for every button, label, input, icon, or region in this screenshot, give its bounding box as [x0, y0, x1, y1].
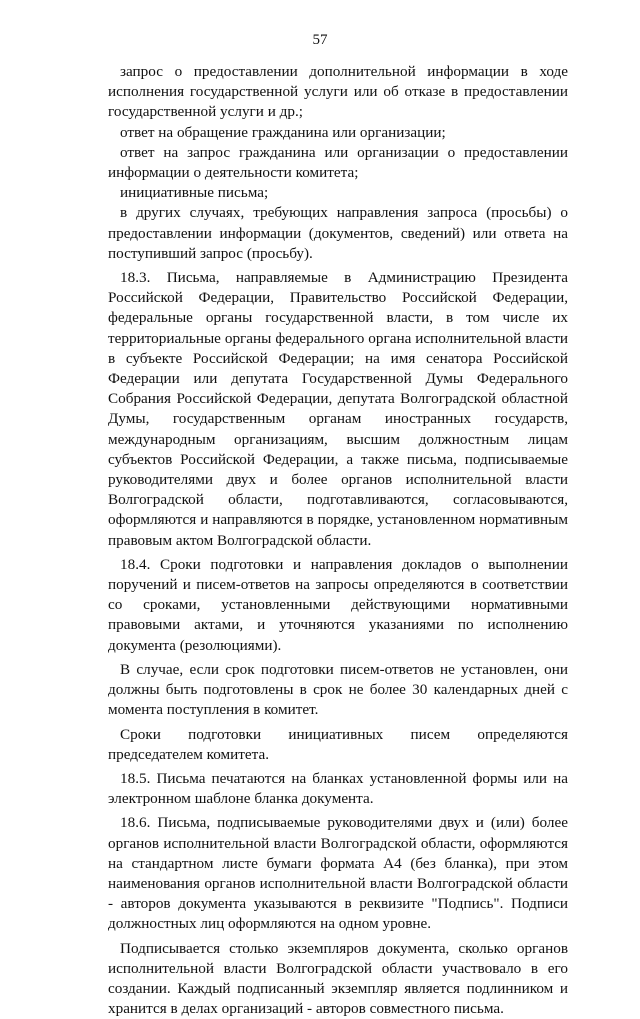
- paragraph-18-3: 18.3. Письма, направляемые в Администрацию Президента Российской Федерации, Правительство Российской Федерации, федеральные органы государственной власти, в том числе их территориальные органы федерального органа исполнительной власти в субъекте Российской Федерации; на имя сенатора Российской Федерации или депутата Государственной Думы Федерального Собрания Российской Федерации, депутата Волгоградской областной Думы, государственным органам иностранных государств, международным организациям, высшим должностным лицам субъектов Российской Федерации, а также письма, подписываемые руководителями двух и более органов исполнительной власти Волгоградской области, подготавливаются, согласовываются, оформляются и направляются в порядке, установленном нормативным правовым актом Волгоградской области.: [108, 269, 568, 549]
- paragraph-initiative-deadlines: Сроки подготовки инициативных писем определяются председателем комитета.: [108, 725, 568, 763]
- paragraph-18-5: 18.5. Письма печатаются на бланках установленной формы или на электронном шаблоне бланка документа.: [108, 769, 568, 808]
- page-number: 57: [312, 32, 328, 48]
- paragraph-reply-to-request: ответ на запрос гражданина или организации о предоставлении информации о деятельности комитета;: [108, 143, 568, 182]
- paragraph-deadline-not-set: В случае, если срок подготовки писем-ответов не установлен, они должны быть подготовлены в срок не более 30 календарных дней с момента поступления в комитет.: [108, 660, 568, 719]
- paragraph-signed-copies: Подписывается столько экземпляров документа, сколько органов исполнительной власти Волгоградской области участвовало в его создании. Каждый подписанный экземпляр является подлинником и хранится в делах организаций - авторов совместного письма.: [108, 939, 568, 1018]
- paragraph-reply-to-citizen: ответ на обращение гражданина или организации;: [120, 123, 446, 141]
- paragraph-18-6: 18.6. Письма, подписываемые руководителями двух и (или) более органов исполнительной власти Волгоградской области, оформляются на стандартном листе бумаги формата А4 (без бланка), при этом наименования органов исполнительной власти Волгоградской области - авторов документа указываются в реквизите "Подпись". Подписи должностных лиц оформляются на одном уровне.: [108, 814, 568, 933]
- document-body: [108, 62, 568, 1019]
- paragraph-18-4: 18.4. Сроки подготовки и направления докладов о выполнении поручений и писем-ответов на запросы определяются в соответствии со сроками, установленными действующими нормативными правовыми актами, и уточняются указаниями по исполнению документа (резолюциями).: [108, 555, 568, 654]
- paragraph-initiative-letters: инициативные письма;: [120, 184, 269, 202]
- paragraph-request-additional-info: запрос о предоставлении дополнительной информации в ходе исполнения государственной услуги или об отказе в предоставлении государственной услуги и др.;: [108, 63, 568, 121]
- paragraph-other-cases: в других случаях, требующих направления запроса (просьбы) о предоставлении информации (документов, сведений) или ответа на поступивший запрос (просьбу).: [108, 204, 568, 262]
